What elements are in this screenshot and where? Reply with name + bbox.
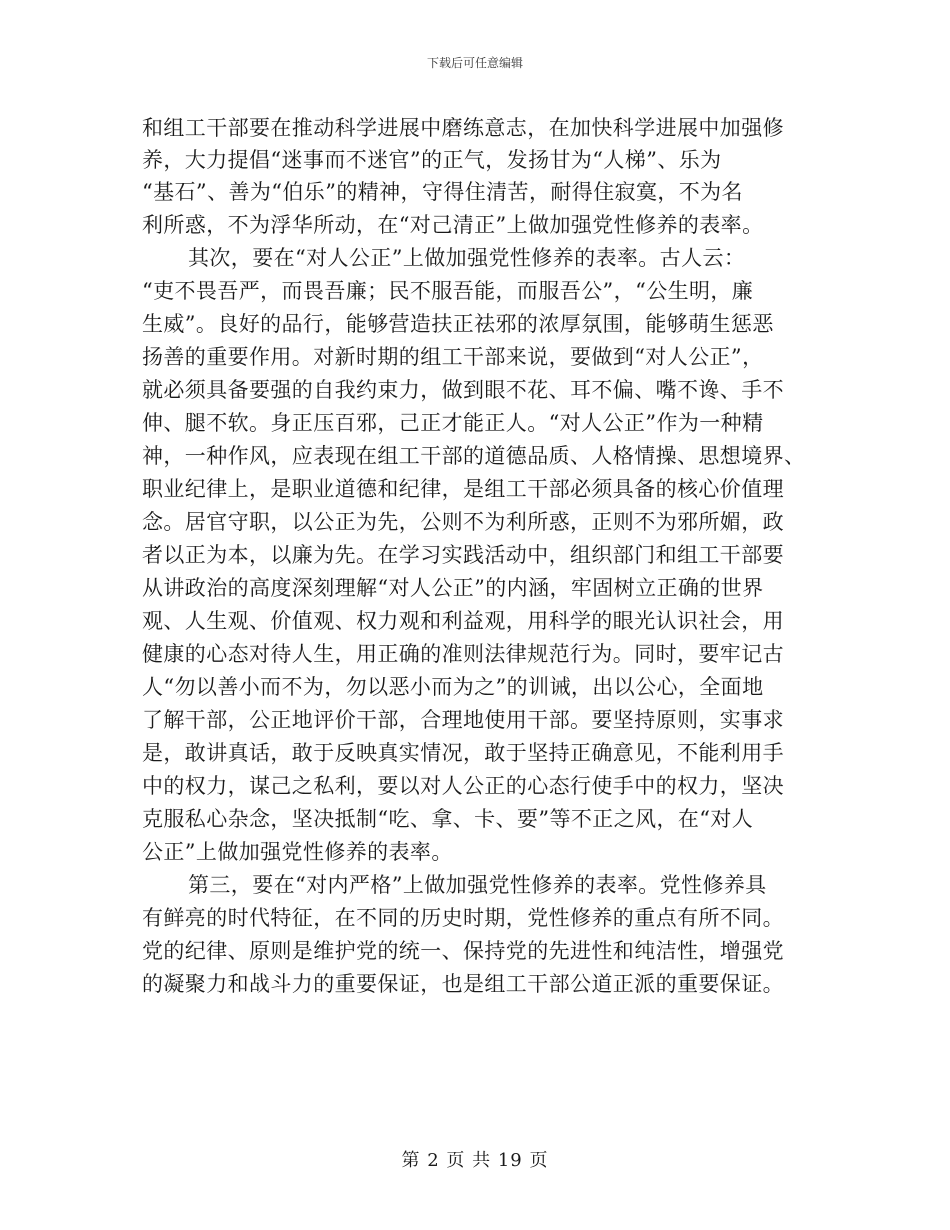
page-footer: 第 2 页 共 19 页 — [401, 1150, 549, 1171]
text-line: 的凝聚力和战斗力的重要保证，也是组工干部公道正派的重要保证。 — [142, 972, 784, 996]
text-line: 者以正为本，以廉为先。在学习实践活动中，组织部门和组工干部要 — [142, 543, 784, 567]
text-line: “基石”、善为“伯乐”的精神，守得住清苦，耐得住寂寞，不为名 — [142, 180, 743, 204]
text-line: 生威”。良好的品行，能够营造扶正祛邪的浓厚氛围，能够萌生惩恶 — [142, 312, 774, 336]
text-line: 念。居官守职，以公正为先，公则不为利所惑，正则不为邪所媚，政 — [142, 510, 784, 534]
text-line: 和组工干部要在推动科学进展中磨练意志，在加快科学进展中加强修 — [142, 116, 784, 140]
text-line: 有鲜亮的时代特征，在不同的历史时期，党性修养的重点有所不同。 — [142, 906, 784, 930]
text-line: 神，一种作风，应表现在组工干部的道德品质、人格情操、思想境界、 — [142, 444, 806, 468]
text-line: 了解干部，公正地评价干部，合理地使用干部。要坚持原则，实事求 — [142, 708, 784, 732]
text-line: 扬善的重要作用。对新时期的组工干部来说，要做到“对人公正”， — [142, 345, 764, 369]
text-line: 人“勿以善小而不为，勿以恶小而为之”的训诫，出以公心，全面地 — [142, 675, 764, 699]
text-line: 公正”上做加强党性修养的表率。 — [142, 840, 453, 864]
page-header: 下载后可任意编辑 — [426, 56, 523, 70]
text-line: 就必须具备要强的自我约束力，做到眼不花、耳不偏、嘴不谗、手不 — [142, 378, 784, 402]
text-line: 利所惑，不为浮华所动，在“对己清正”上做加强党性修养的表率。 — [142, 213, 764, 237]
text-line: 党的纪律、原则是维护党的统一、保持党的先进性和纯洁性，增强党 — [142, 939, 784, 963]
text-line: 伸、腿不软。身正压百邪，己正才能正人。“对人公正”作为一种精 — [142, 411, 764, 435]
paragraph-first-line: 其次，要在“对人公正”上做加强党性修养的表率。古人云： — [188, 246, 746, 270]
text-line: “吏不畏吾严，而畏吾廉；民不服吾能，而服吾公”，“公生明，廉 — [142, 279, 754, 303]
text-line: 健康的心态对待人生，用正确的准则法律规范行为。同时，要牢记古 — [142, 642, 784, 666]
paragraph-first-line: 第三，要在“对内严格”上做加强党性修养的表率。党性修养具 — [188, 873, 767, 897]
text-line: 职业纪律上，是职业道德和纪律，是组工干部必须具备的核心价值理 — [142, 477, 784, 501]
text-line: 是，敢讲真话，敢于反映真实情况，敢于坚持正确意见，不能利用手 — [142, 741, 784, 765]
text-line: 中的权力，谋己之私利，要以对人公正的心态行使手中的权力，坚决 — [142, 774, 784, 798]
text-line: 从讲政治的高度深刻理解“对人公正”的内涵，牢固树立正确的世界 — [142, 576, 764, 600]
text-line: 克服私心杂念，坚决抵制“吃、拿、卡、要”等不正之风，在“对人 — [142, 807, 754, 831]
text-line: 养，大力提倡“迷事而不迷官”的正气，发扬甘为“人梯”、乐为 — [142, 148, 722, 172]
text-line: 观、人生观、价值观、权力观和利益观，用科学的眼光认识社会，用 — [142, 609, 784, 633]
